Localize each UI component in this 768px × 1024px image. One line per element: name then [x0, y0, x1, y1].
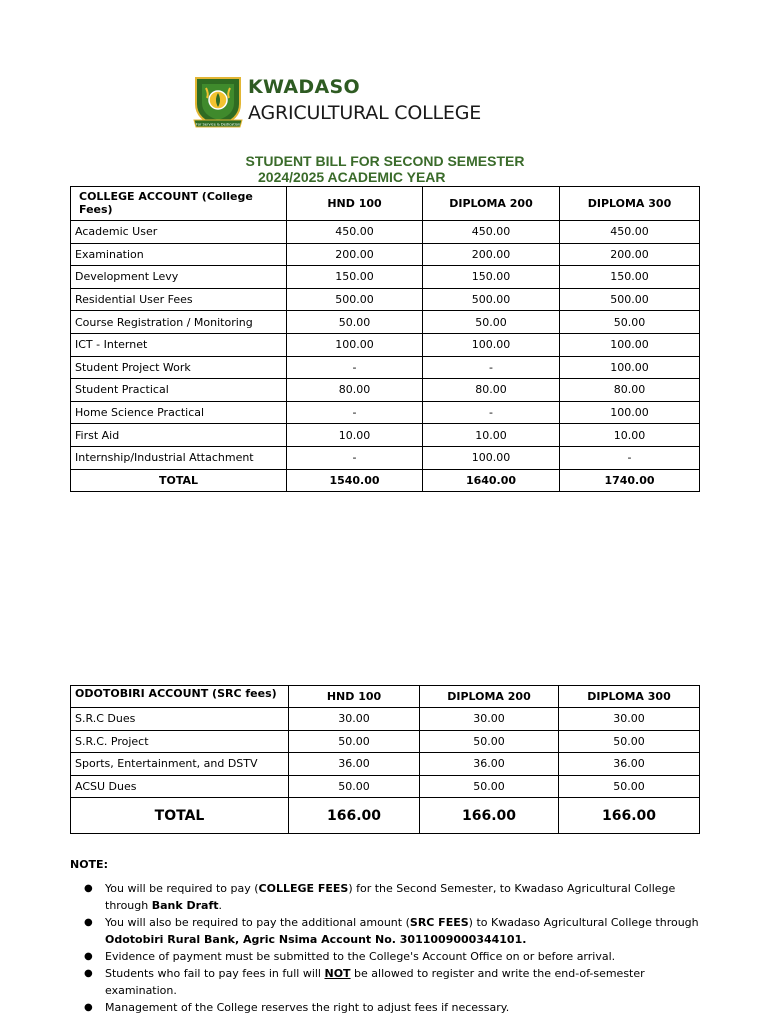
fee-amount: - — [423, 401, 560, 424]
fee-label: S.R.C. Project — [71, 730, 289, 753]
table-row — [71, 379, 700, 402]
fee-amount: 10.00 — [423, 424, 560, 447]
fee-label: Academic User — [71, 221, 287, 244]
fee-amount: - — [287, 401, 423, 424]
table-header-row — [71, 187, 700, 221]
table-row — [71, 753, 700, 776]
total-label: TOTAL — [71, 469, 287, 492]
fee-label: Sports, Entertainment, and DSTV — [71, 753, 289, 776]
academic-year-title: 2024/2025 ACADEMIC YEAR — [258, 169, 446, 185]
note-item: ● Students who fail to pay fees in full will NOT be allowed to register and write the end-of-semester examination. — [84, 965, 704, 999]
total-amount: 166.00 — [559, 798, 700, 834]
fee-amount: 50.00 — [423, 311, 560, 334]
fee-amount: 50.00 — [289, 775, 420, 798]
table-header-row — [71, 686, 700, 708]
total-amount: 166.00 — [289, 798, 420, 834]
fee-amount: 80.00 — [560, 379, 700, 402]
bill-title: STUDENT BILL FOR SECOND SEMESTER — [245, 153, 525, 169]
total-amount: 1740.00 — [560, 469, 700, 492]
fee-amount: 200.00 — [560, 243, 700, 266]
fee-amount: 100.00 — [560, 401, 700, 424]
fee-amount: 50.00 — [287, 311, 423, 334]
note-item: ● You will be required to pay (COLLEGE FEES) for the Second Semester, to Kwadaso Agricultural College through Bank Draft. — [84, 880, 704, 914]
fee-amount: 450.00 — [287, 221, 423, 244]
fee-label: First Aid — [71, 424, 287, 447]
fee-label: Home Science Practical — [71, 401, 287, 424]
fee-label: Residential User Fees — [71, 288, 287, 311]
table-row — [71, 288, 700, 311]
college-name-line2: AGRICULTURAL COLLEGE — [248, 102, 482, 124]
column-header: HND 100 — [287, 187, 423, 221]
table-row — [71, 221, 700, 244]
column-header: DIPLOMA 300 — [560, 187, 700, 221]
total-amount: 166.00 — [420, 798, 559, 834]
total-amount: 1540.00 — [287, 469, 423, 492]
odotobiri-account-header: ODOTOBIRI ACCOUNT (SRC fees) — [71, 686, 289, 708]
note-item: ● Evidence of payment must be submitted to the College's Account Office on or before arrival. — [84, 948, 704, 965]
fee-amount: 30.00 — [559, 708, 700, 731]
fee-amount: 50.00 — [559, 775, 700, 798]
table-row — [71, 775, 700, 798]
fee-amount: 100.00 — [423, 333, 560, 356]
crest-motto: For Service & Dedication — [195, 122, 241, 127]
column-header: DIPLOMA 300 — [559, 686, 700, 708]
fee-amount: 150.00 — [560, 266, 700, 289]
table-row — [71, 356, 700, 379]
fee-amount: 10.00 — [287, 424, 423, 447]
fee-amount: 150.00 — [423, 266, 560, 289]
fee-label: Student Project Work — [71, 356, 287, 379]
fee-label: Internship/Industrial Attachment — [71, 446, 287, 469]
total-label: TOTAL — [71, 798, 289, 834]
college-fees-table — [70, 186, 700, 492]
notes-list — [84, 880, 704, 1016]
fee-amount: 500.00 — [287, 288, 423, 311]
table-row — [71, 446, 700, 469]
fee-amount: 50.00 — [420, 775, 559, 798]
table-row — [71, 401, 700, 424]
fee-amount: 450.00 — [423, 221, 560, 244]
fee-label: Student Practical — [71, 379, 287, 402]
fee-label: ICT - Internet — [71, 333, 287, 356]
fee-label: ACSU Dues — [71, 775, 289, 798]
fee-amount: 100.00 — [560, 333, 700, 356]
fee-amount: 100.00 — [423, 446, 560, 469]
fee-amount: 50.00 — [559, 730, 700, 753]
table-row — [71, 424, 700, 447]
fee-amount: 500.00 — [423, 288, 560, 311]
fee-amount: - — [287, 446, 423, 469]
fee-label: Development Levy — [71, 266, 287, 289]
table-row — [71, 333, 700, 356]
column-header: DIPLOMA 200 — [423, 187, 560, 221]
fee-label: Examination — [71, 243, 287, 266]
fee-amount: 500.00 — [560, 288, 700, 311]
fee-amount: 50.00 — [420, 730, 559, 753]
table-row — [71, 311, 700, 334]
total-amount: 1640.00 — [423, 469, 560, 492]
fee-amount: 150.00 — [287, 266, 423, 289]
fee-amount: 50.00 — [560, 311, 700, 334]
fee-amount: 36.00 — [289, 753, 420, 776]
fee-amount: 80.00 — [287, 379, 423, 402]
fee-amount: - — [560, 446, 700, 469]
fee-amount: 30.00 — [289, 708, 420, 731]
note-item: ● Management of the College reserves the right to adjust fees if necessary. — [84, 999, 704, 1016]
table-row — [71, 708, 700, 731]
fee-amount: 50.00 — [289, 730, 420, 753]
table-row — [71, 243, 700, 266]
fee-amount: - — [423, 356, 560, 379]
college-crest-logo — [192, 74, 244, 130]
table-row — [71, 266, 700, 289]
fee-amount: 100.00 — [560, 356, 700, 379]
column-header: HND 100 — [289, 686, 420, 708]
college-name-line1: KWADASO — [248, 76, 360, 98]
fee-amount: 30.00 — [420, 708, 559, 731]
fee-amount: 36.00 — [559, 753, 700, 776]
note-title: NOTE: — [70, 858, 108, 871]
fee-amount: 10.00 — [560, 424, 700, 447]
table-row — [71, 730, 700, 753]
src-fees-table — [70, 685, 700, 834]
fee-label: S.R.C Dues — [71, 708, 289, 731]
fee-amount: 36.00 — [420, 753, 559, 776]
total-row — [71, 798, 700, 834]
fee-amount: 80.00 — [423, 379, 560, 402]
fee-label: Course Registration / Monitoring — [71, 311, 287, 334]
column-header: DIPLOMA 200 — [420, 686, 559, 708]
total-row — [71, 469, 700, 492]
note-item: ● You will also be required to pay the additional amount (SRC FEES) to Kwadaso Agricultural College through Odotobiri Rural Bank, Agric Nsima Account No. 3011009000344101. — [84, 914, 704, 948]
fee-amount: 450.00 — [560, 221, 700, 244]
fee-amount: 100.00 — [287, 333, 423, 356]
fee-amount: - — [287, 356, 423, 379]
fee-amount: 200.00 — [423, 243, 560, 266]
college-account-header: COLLEGE ACCOUNT (College Fees) — [71, 187, 287, 221]
fee-amount: 200.00 — [287, 243, 423, 266]
